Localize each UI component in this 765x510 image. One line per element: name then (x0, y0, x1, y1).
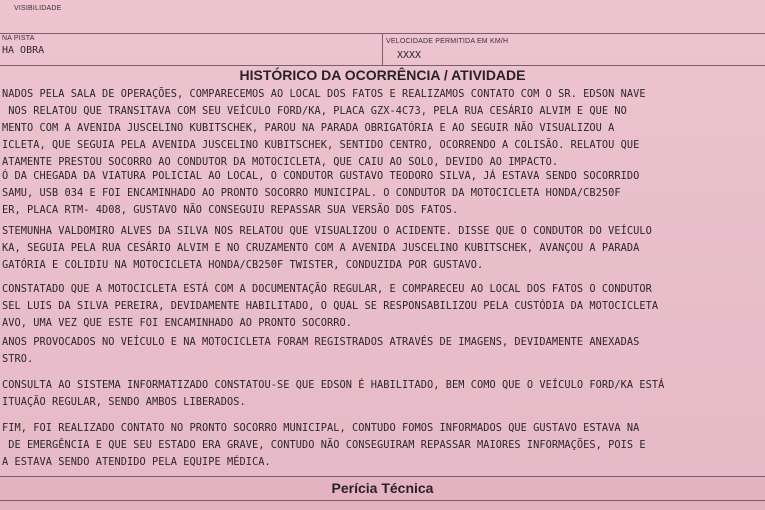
track-label: NA PISTA (2, 35, 35, 42)
pericia-divider (0, 476, 765, 477)
history-line: GATÓRIA E COLIDIU NA MOTOCICLETA HONDA/CB250F TWISTER, CONDUZIDA POR GUSTAVO. (2, 259, 484, 271)
pericia-section (0, 476, 765, 510)
history-line: CONSTATADO QUE A MOTOCICLETA ESTÁ COM A DOCUMENTAÇÃO REGULAR, E COMPARECEU AO LOCAL DOS FATOS O CONDUTOR (2, 283, 652, 295)
history-line: ANOS PROVOCADOS NO VEÍCULO E NA MOTOCICLETA FORAM REGISTRADOS ATRAVÉS DE IMAGENS, DEVIDAMENTE ANEXADAS (2, 336, 640, 348)
history-line: CONSULTA AO SISTEMA INFORMATIZADO CONSTATOU-SE QUE EDSON É HABILITADO, BEM COMO QUE O VEÍCULO FORD/KA ESTÁ (2, 379, 665, 391)
history-line: SAMU, USB 034 E FOI ENCAMINHADO AO PRONTO SOCORRO MUNICIPAL. O CONDUTOR DA MOTOCICLETA HONDA/CB250F (2, 187, 621, 199)
history-line: ER, PLACA RTM- 4D08, GUSTAVO NÃO CONSEGUIU REPASSAR SUA VERSÃO DOS FATOS. (2, 204, 459, 216)
history-line: SEL LUIS DA SILVA PEREIRA, DEVIDAMENTE HABILITADO, O QUAL SE RESPONSABILIZOU PELA CUSTÓDIA DA MOTOCICLETA (2, 300, 659, 312)
history-line: ATAMENTE PRESTOU SOCORRO AO CONDUTOR DA MOTOCICLETA, QUE CAIU AO SOLO, DEVIDO AO IMPACTO. (2, 156, 559, 168)
track-value: HA OBRA (2, 45, 45, 56)
history-line: ICLETA, QUE SEGUIA PELA AVENIDA JUSCELINO KUBITSCHEK, SENTIDO CENTRO, OCORRENDO A COLISÃO. RELATOU QUE (2, 139, 640, 151)
history-title: HISTÓRICO DA OCORRÊNCIA / ATIVIDADE (239, 67, 526, 83)
history-line: NOS RELATOU QUE TRANSITAVA COM SEU VEÍCULO FORD/KA, PLACA GZX-4C73, PELA RUA CESÁRIO ALVIM E QUE NO (2, 105, 627, 117)
header-divider-bottom (0, 65, 765, 66)
history-line: STRO. (2, 353, 34, 365)
history-line: STEMUNHA VALDOMIRO ALVES DA SILVA NOS RELATOU QUE VISUALIZOU O ACIDENTE. DISSE QUE O CONDUTOR DO VEÍCULO (2, 225, 652, 237)
history-line: NADOS PELA SALA DE OPERAÇÕES, COMPARECEMOS AO LOCAL DOS FATOS E REALIZAMOS CONTATO COM O SR. EDSON NAVE (2, 88, 646, 100)
history-line: DE EMERGÊNCIA E QUE SEU ESTADO ERA GRAVE, CONTUDO NÃO CONSEGUIRAM REPASSAR MAIORES INFORMAÇÕES, POIS E (2, 439, 646, 451)
history-line: MENTO COM A AVENIDA JUSCELINO KUBITSCHEK, PAROU NA PARADA OBRIGATÓRIA E AO SEGUIR NÃO VISUALIZOU A (2, 122, 615, 134)
speed-label: VELOCIDADE PERMITIDA EM KM/H (386, 38, 509, 45)
history-line: AVO, UMA VEZ QUE ESTE FOI ENCAMINHADO AO PRONTO SOCORRO. (2, 317, 352, 329)
history-line: KA, SEGUIA PELA RUA CESÁRIO ALVIM E NO CRUZAMENTO COM A AVENIDA JUSCELINO KUBITSCHEK, AVANÇOU A PARADA (2, 242, 640, 254)
history-line: A ESTAVA SENDO ATENDIDO PELA EQUIPE MÉDICA. (2, 456, 271, 468)
history-line: ITUAÇÃO REGULAR, SENDO AMBOS LIBERADOS. (2, 396, 246, 408)
visibility-label: VISIBILIDADE (14, 5, 62, 12)
header-divider-vertical (382, 33, 383, 65)
history-line: FIM, FOI REALIZADO CONTATO NO PRONTO SOCORRO MUNICIPAL, CONTUDO FOMOS INFORMADOS QUE GUSTAVO ESTAVA NA (2, 422, 640, 434)
speed-value: XXXX (397, 50, 422, 61)
pericia-title: Perícia Técnica (331, 480, 434, 496)
history-line: Ó DA CHEGADA DA VIATURA POLICIAL AO LOCAL, O CONDUTOR GUSTAVO TEODORO SILVA, JÁ ESTAVA SENDO SOCORRIDO (2, 170, 640, 182)
pericia-divider-bottom (0, 500, 765, 501)
